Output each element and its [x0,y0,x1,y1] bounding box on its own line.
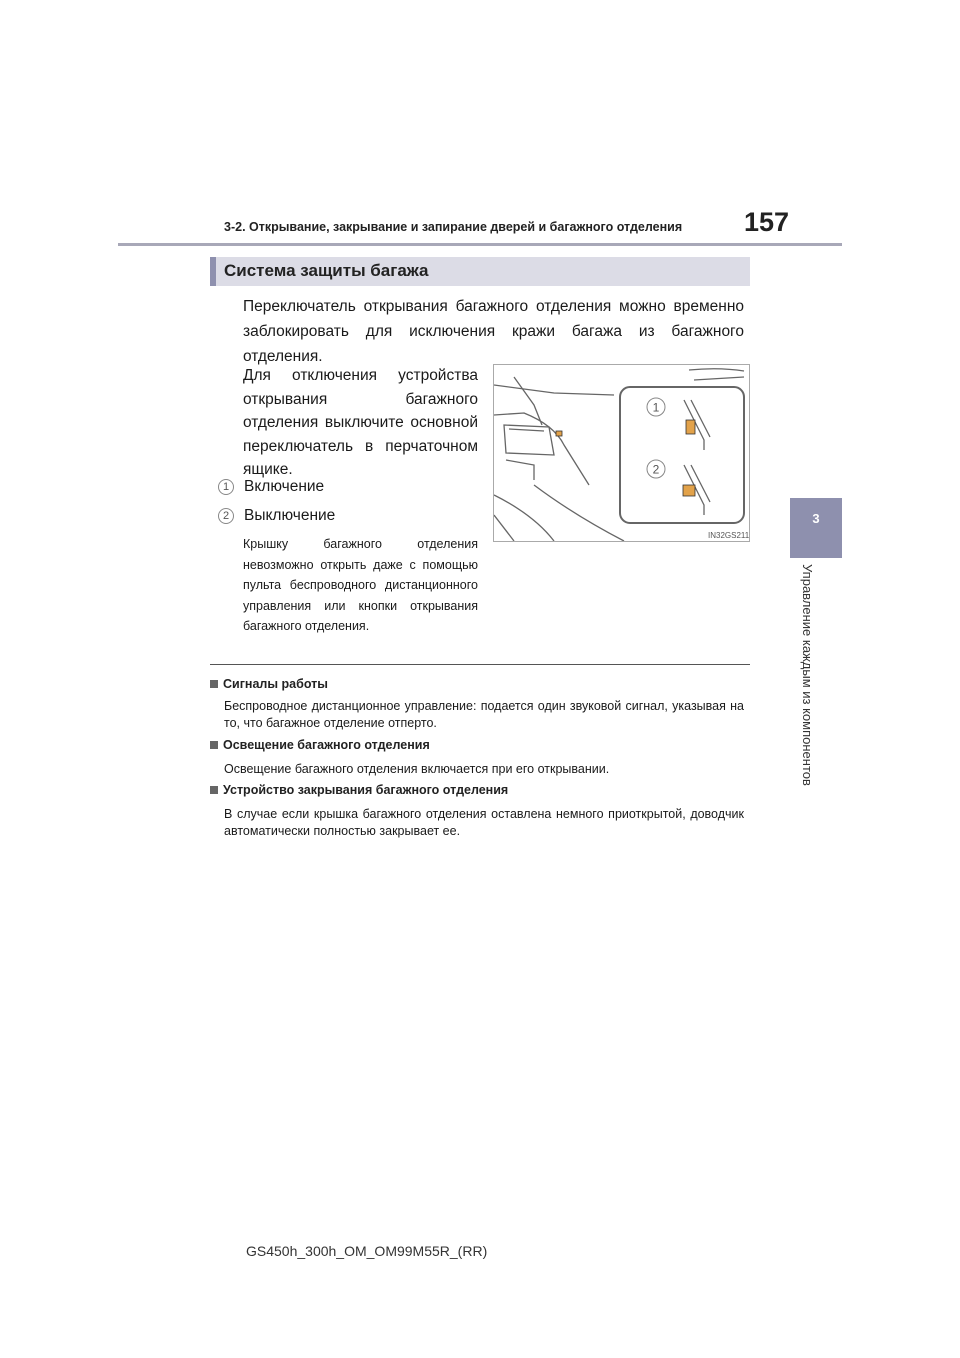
list-item-off [218,507,335,525]
callout-1-marker: 1 [218,479,234,495]
section-title: Система защиты багажа [224,261,429,280]
intro-paragraph: Переключатель открывания багажного отделения можно временно заблокировать для исключения кражи багажа из багажного отделения. [243,298,744,365]
list-item-on [218,478,324,496]
callout-1-label: 1 [652,400,660,415]
switch-location-marker [556,431,562,436]
chapter-tab [790,498,842,558]
illustration-id: IN32GS211 [708,531,750,540]
zoom-inset [620,387,744,523]
callout-2-label: 2 [652,462,660,477]
header-title: 3-2. Открывание, закрывание и запирание дверей и багажного отделения [224,220,683,234]
bullet-square-icon [210,680,218,688]
list-item-label: Включение [244,478,325,495]
chapter-label: Управление каждым из компонентов [800,564,815,786]
list-item-label: Выключение [244,507,336,524]
document-code: GS450h_300h_OM_OM99M55R_(RR) [246,1243,488,1259]
subsection-text-lighting: Освещение багажного отделения включается при его открывании. [224,762,610,776]
bullet-square-icon [210,786,218,794]
subsection-title-signals: Сигналы работы [210,677,328,691]
page-number: 157 [744,207,790,237]
section-divider [210,664,750,665]
subsection-text-closer: В случае если крышка багажного отделения оставлена немного приоткрытой, доводчик автоматически полностью закрывает ее. [224,807,744,838]
subsection-text-signals: Беспроводное дистанционное управление: подается один звуковой сигнал, указывая на то, что багажное отделение отперто. [224,699,744,730]
bullet-square-icon [210,741,218,749]
subsection-title-closer: Устройство закрывания багажного отделения [210,783,508,797]
switch-on-position [686,420,695,434]
glovebox-switch-illustration [493,364,750,542]
note-paragraph: Крышку багажного отделения невозможно открыть даже с помощью пульта беспроводного дистанционного управления или кнопки открывания багажного отделения. [243,537,478,633]
illustration-drawing [494,365,749,541]
chapter-number: 3 [812,511,820,526]
switch-off-position [683,485,695,496]
callout-2-marker: 2 [218,508,234,524]
header-rule [118,243,842,246]
subsection-title-lighting: Освещение багажного отделения [210,738,430,752]
instruction-paragraph: Для отключения устройства открывания багажного отделения выключите основной переключатель в перчаточном ящике. [243,367,478,478]
